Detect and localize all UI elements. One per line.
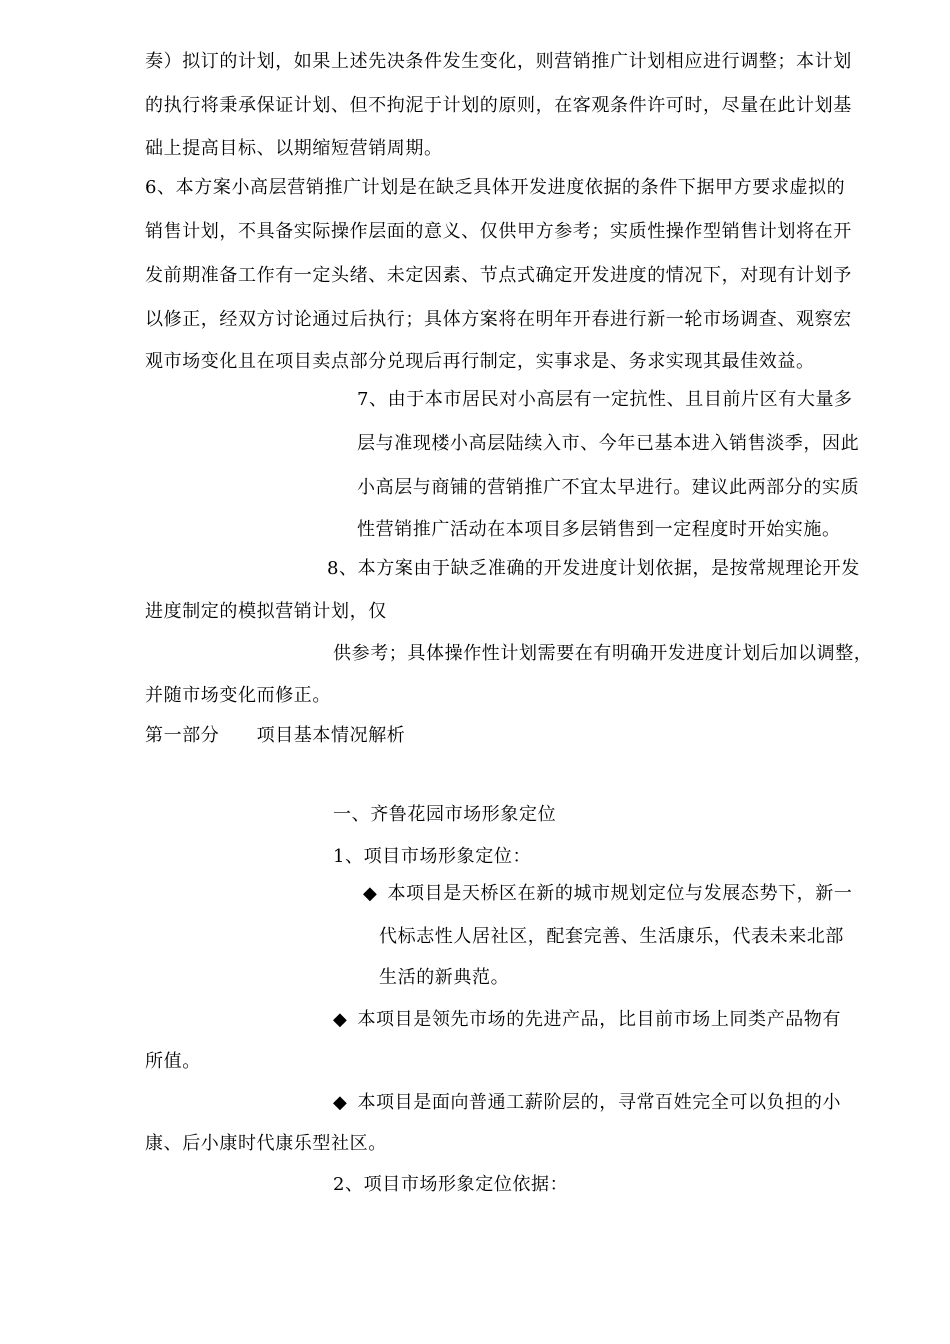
diamond-bullet-icon: ◆ — [333, 1009, 348, 1030]
text-line: 础上提高目标、以期缩短营销周期。 — [145, 138, 443, 159]
text-line: 观市场变化且在项目卖点部分兑现后再行制定，实事求是、务求实现其最佳效益。 — [145, 351, 815, 372]
section-heading: 一、齐鲁花园市场形象定位 — [333, 804, 557, 825]
text-line: 生活的新典范。 — [379, 967, 510, 988]
text-line: 本项目是面向普通工薪阶层的，寻常百姓完全可以负担的小 — [357, 1092, 842, 1113]
text-line: 发前期准备工作有一定头绪、未定因素、节点式确定开发进度的情况下，对现有计划予 — [145, 265, 852, 286]
bullet-line — [333, 1008, 841, 1032]
text-line: 6、本方案小高层营销推广计划是在缺乏具体开发进度依据的条件下据甲方要求虚拟的 — [145, 177, 846, 198]
text-line: 所值。 — [145, 1051, 201, 1072]
text-line: 康、后小康时代康乐型社区。 — [145, 1133, 387, 1154]
diamond-bullet-icon: ◆ — [363, 883, 378, 904]
text-line: 小高层与商铺的营销推广不宜太早进行。建议此两部分的实质 — [357, 477, 860, 498]
text-line: 以修正，经双方讨论通过后执行；具体方案将在明年开春进行新一轮市场调查、观察宏 — [145, 309, 852, 330]
subsection-heading: 1、项目市场形象定位： — [333, 846, 532, 867]
subsection-heading: 2、项目市场形象定位依据： — [333, 1174, 569, 1195]
diamond-bullet-icon: ◆ — [333, 1092, 348, 1113]
text-line: 本项目是领先市场的先进产品，比目前市场上同类产品物有 — [357, 1009, 842, 1030]
text-line: 销售计划，不具备实际操作层面的意义、仅供甲方参考；实质性操作型销售计划将在开 — [145, 221, 852, 242]
text-line: 奏）拟订的计划，如果上述先决条件发生变化，则营销推广计划相应进行调整；本计划 — [145, 51, 852, 72]
text-line: 7、由于本市居民对小高层有一定抗性、且目前片区有大量多 — [357, 389, 853, 410]
text-line: 本项目是天桥区在新的城市规划定位与发展态势下，新一 — [387, 883, 853, 904]
text-line: 并随市场变化而修正。 — [145, 685, 331, 706]
bullet-line — [363, 882, 852, 906]
text-line: 进度制定的模拟营销计划，仅 — [145, 601, 387, 622]
text-line: 性营销推广活动在本项目多层销售到一定程度时开始实施。 — [357, 519, 841, 540]
text-line: 代标志性人居社区，配套完善、生活康乐，代表未来北部 — [379, 926, 844, 947]
part-heading: 第一部分 项目基本情况解析 — [145, 725, 406, 746]
text-line: 供参考；具体操作性计划需要在有明确开发进度计划后加以调整， — [333, 643, 873, 664]
text-line: 层与准现楼小高层陆续入市、今年已基本进入销售淡季，因此 — [357, 433, 860, 454]
bullet-line — [333, 1091, 841, 1115]
text-line: 8、本方案由于缺乏准确的开发进度计划依据，是按常规理论开发 — [327, 558, 860, 579]
text-line: 的执行将秉承保证计划、但不拘泥于计划的原则，在客观条件许可时，尽量在此计划基 — [145, 95, 852, 116]
